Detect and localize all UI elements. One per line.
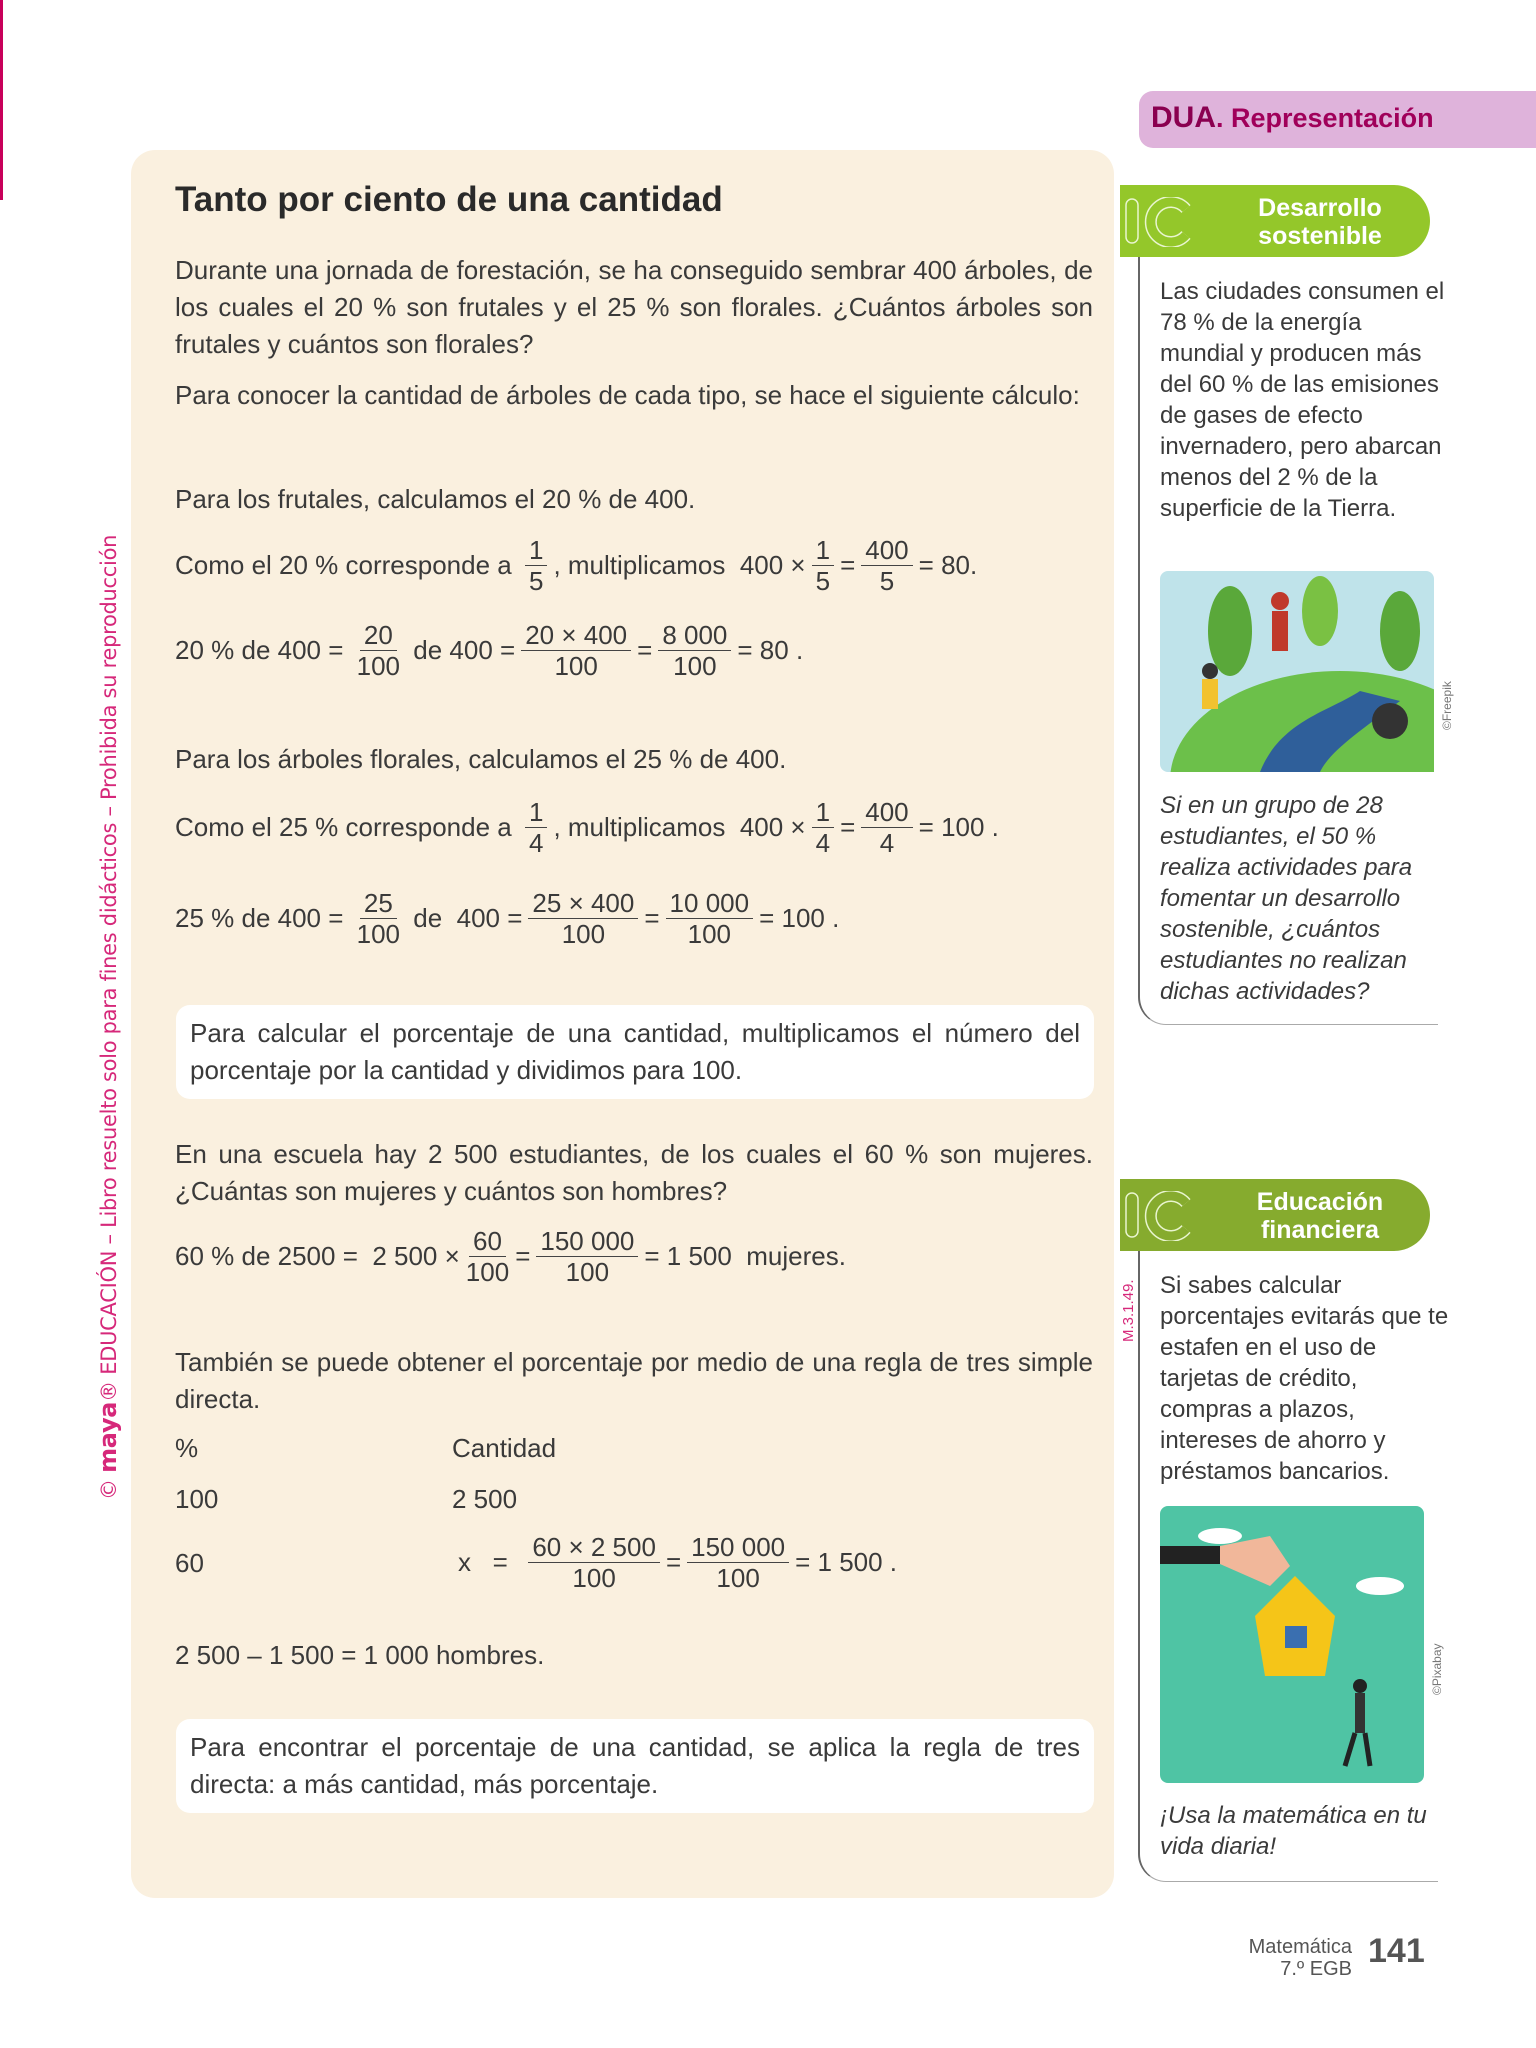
image-credit: ©Pixabay xyxy=(1430,1643,1444,1695)
sustainability-text: Las ciudades consumen el 78 % de la energía mundial y producen más del 60 % de las emisiones de gases de efecto invernadero, pero abarcan menos del 2 % de la superficie de la Tierra. xyxy=(1160,278,1445,522)
equation-text: 60 % de 2500 = 2 500 × xyxy=(175,1241,460,1271)
intro-calc-text: Para conocer la cantidad de árboles de cada tipo, se hace el siguiente cálculo: xyxy=(175,380,1080,410)
fraction xyxy=(357,620,400,681)
equation-text: = xyxy=(515,1241,531,1271)
fraction-numerator: 1 xyxy=(812,535,834,566)
equation-text: 25 % de 400 = xyxy=(175,903,351,933)
fraction-denominator: 5 xyxy=(879,566,895,596)
fraction-numerator: 25 xyxy=(360,888,397,919)
copyright-text: EDUCACIÓN – Libro resuelto solo para fines didácticos – Prohibida su reproducción xyxy=(97,534,121,1375)
financial-text: Si sabes calcular porcentajes evitarás que te estafen en el uso de tarjetas de crédito, compras a plazos, intereses de ahorro y préstamos bancarios. xyxy=(1160,1272,1449,1485)
equation-text: = xyxy=(637,635,653,665)
equation-text: = 80. xyxy=(918,550,978,580)
fraction xyxy=(528,1532,660,1593)
fraction-denominator: 100 xyxy=(673,651,717,681)
fraction xyxy=(666,888,754,949)
fraction xyxy=(658,620,731,681)
problem-2-text: En una escuela hay 2 500 estudiantes, de los cuales el 60 % son mujeres. ¿Cuántas son mujeres y cuántos son hombres? xyxy=(175,1139,1093,1206)
fraction-numerator: 1 xyxy=(525,797,547,828)
fraction-numerator: 20 × 400 xyxy=(521,620,631,651)
fraction-denominator: 100 xyxy=(561,919,606,949)
equation-text: = xyxy=(665,1547,682,1577)
equation-text: 20 % de 400 = xyxy=(175,635,351,665)
lesson-title: Tanto por ciento de una cantidad xyxy=(175,180,723,219)
fraction-denominator: 100 xyxy=(565,1257,610,1287)
card-title-line1: Desarrollo xyxy=(1258,194,1382,222)
rule-box-2: Para encontrar el porcentaje de una cantidad, se aplica la regla de tres directa: a más cantidad, más porcentaje. xyxy=(176,1719,1094,1813)
card-title-line1: Educación xyxy=(1256,1188,1384,1216)
equation-6 xyxy=(458,1532,897,1593)
florales-text: Para los árboles florales, calculamos el 25 % de 400. xyxy=(175,744,787,774)
sustainability-question: Si en un grupo de 28 estudiantes, el 50 % realiza actividades para fomentar un desarrollo sostenible, ¿cuántos estudiantes no realizan dichas actividades? xyxy=(1160,792,1413,1005)
fraction xyxy=(466,1226,509,1287)
fraction-denominator: 100 xyxy=(356,919,401,949)
fraction xyxy=(687,1532,789,1593)
fraction xyxy=(525,797,547,858)
page-number: 141 xyxy=(1368,1932,1425,1970)
fraction xyxy=(536,1226,638,1287)
result-hombres-text: 2 500 – 1 500 = 1 000 hombres. xyxy=(175,1640,545,1670)
fraction-denominator: 100 xyxy=(716,1563,760,1593)
equation-text: = 1 500 . xyxy=(795,1547,898,1577)
equation-text: , multiplicamos 400 × xyxy=(553,550,806,580)
table-header-percent: % xyxy=(175,1433,199,1463)
table-cell: 100 xyxy=(175,1484,219,1514)
page-edge-marker xyxy=(0,0,3,200)
fraction-denominator: 100 xyxy=(356,651,401,681)
fraction-numerator: 1 xyxy=(525,535,547,566)
card-title-line2: sostenible xyxy=(1258,222,1382,250)
financial-education-card-header xyxy=(1120,1179,1430,1251)
sustainability-card-header xyxy=(1120,185,1430,257)
equation-text: = xyxy=(840,550,856,580)
equation-text: Como el 25 % corresponde a xyxy=(175,812,519,842)
problem-1-text: Durante una jornada de forestación, se ha conseguido sembrar 400 árboles, de los cuales el 20 % son frutales y el 25 % son florales. ¿Cuántos árboles son frutales y cuántos son florales? xyxy=(175,255,1093,359)
curriculum-code: M.3.1.49. xyxy=(1120,1279,1137,1342)
table-cell: 60 xyxy=(175,1548,204,1578)
brand-logo: maya xyxy=(94,1401,122,1473)
fraction-numerator: 150 000 xyxy=(687,1532,789,1563)
dua-label: DUA xyxy=(1151,101,1216,134)
fraction-denominator: 5 xyxy=(815,566,831,596)
fraction-numerator: 20 xyxy=(360,620,397,651)
equation-1 xyxy=(175,535,977,596)
fraction-numerator: 25 × 400 xyxy=(528,888,638,919)
fraction-denominator: 100 xyxy=(465,1257,510,1287)
fraction-denominator: 100 xyxy=(554,651,598,681)
fraction xyxy=(812,797,834,858)
table-cell: 2 500 xyxy=(452,1484,518,1514)
ic-logo-icon xyxy=(1124,197,1194,247)
fraction xyxy=(861,535,912,596)
fraction xyxy=(528,888,638,949)
fraction-numerator: 150 000 xyxy=(536,1226,638,1257)
fraction-numerator: 60 xyxy=(469,1226,506,1257)
equation-5 xyxy=(175,1226,846,1287)
grade-label: 7.º EGB xyxy=(1280,1958,1352,1980)
card-title-line2: financiera xyxy=(1260,1216,1380,1244)
rule-box-1: Para calcular el porcentaje de una cantidad, multiplicamos el número del porcentaje por la cantidad y dividimos para 100. xyxy=(176,1005,1094,1099)
fraction-numerator: 1 xyxy=(812,797,834,828)
fraction-denominator: 100 xyxy=(687,919,731,949)
equation-text: = 100 . xyxy=(759,903,840,933)
equation-text: = 100 . xyxy=(918,812,999,842)
equation-3 xyxy=(175,797,999,858)
equation-text: Como el 20 % corresponde a xyxy=(175,550,519,580)
equation-text: = xyxy=(644,903,660,933)
fraction-denominator: 4 xyxy=(879,828,895,858)
closing-message: ¡Usa la matemática en tu vida diaria! xyxy=(1160,1802,1427,1860)
fraction-denominator: 5 xyxy=(528,566,544,596)
frutales-text: Para los frutales, calculamos el 20 % de 400. xyxy=(175,484,696,514)
copyright-margin-note: © maya® EDUCACIÓN – Libro resuelto solo para fines didácticos – Prohibida su reproducción xyxy=(94,534,122,1500)
rule-of-three-text: También se puede obtener el porcentaje por medio de una regla de tres simple directa. xyxy=(175,1347,1093,1414)
fraction xyxy=(521,620,631,681)
fraction-numerator: 400 xyxy=(861,797,912,828)
ic-logo-icon xyxy=(1124,1191,1194,1241)
fraction-numerator: 60 × 2 500 xyxy=(528,1532,660,1563)
equation-text: de 400 = xyxy=(406,635,516,665)
house-tug-illustration xyxy=(1160,1506,1424,1783)
equation-4 xyxy=(175,888,839,949)
equation-text: , multiplicamos 400 × xyxy=(553,812,806,842)
fraction-denominator: 100 xyxy=(572,1563,616,1593)
image-credit: ©Freepik xyxy=(1440,681,1454,730)
equation-text: = 80 . xyxy=(737,635,804,665)
fraction-numerator: 8 000 xyxy=(658,620,731,651)
fraction xyxy=(525,535,547,596)
fraction-denominator: 4 xyxy=(528,828,544,858)
equation-text: x = xyxy=(458,1547,523,1577)
equation-text: = 1 500 mujeres. xyxy=(644,1241,846,1271)
fraction xyxy=(861,797,912,858)
subject-label: Matemática xyxy=(1248,1936,1352,1958)
equation-2 xyxy=(175,620,803,681)
table-header-quantity: Cantidad xyxy=(452,1433,557,1463)
dua-header xyxy=(1139,91,1536,148)
dua-subtitle: . Representación xyxy=(1216,103,1434,133)
reforestation-illustration xyxy=(1160,571,1434,772)
fraction-numerator: 400 xyxy=(861,535,912,566)
fraction xyxy=(812,535,834,596)
fraction xyxy=(357,888,400,949)
fraction-denominator: 4 xyxy=(815,828,831,858)
fraction-numerator: 10 000 xyxy=(666,888,754,919)
equation-text: de 400 = xyxy=(406,903,523,933)
footer-subject xyxy=(1220,1936,1352,1980)
equation-text: = xyxy=(840,812,856,842)
